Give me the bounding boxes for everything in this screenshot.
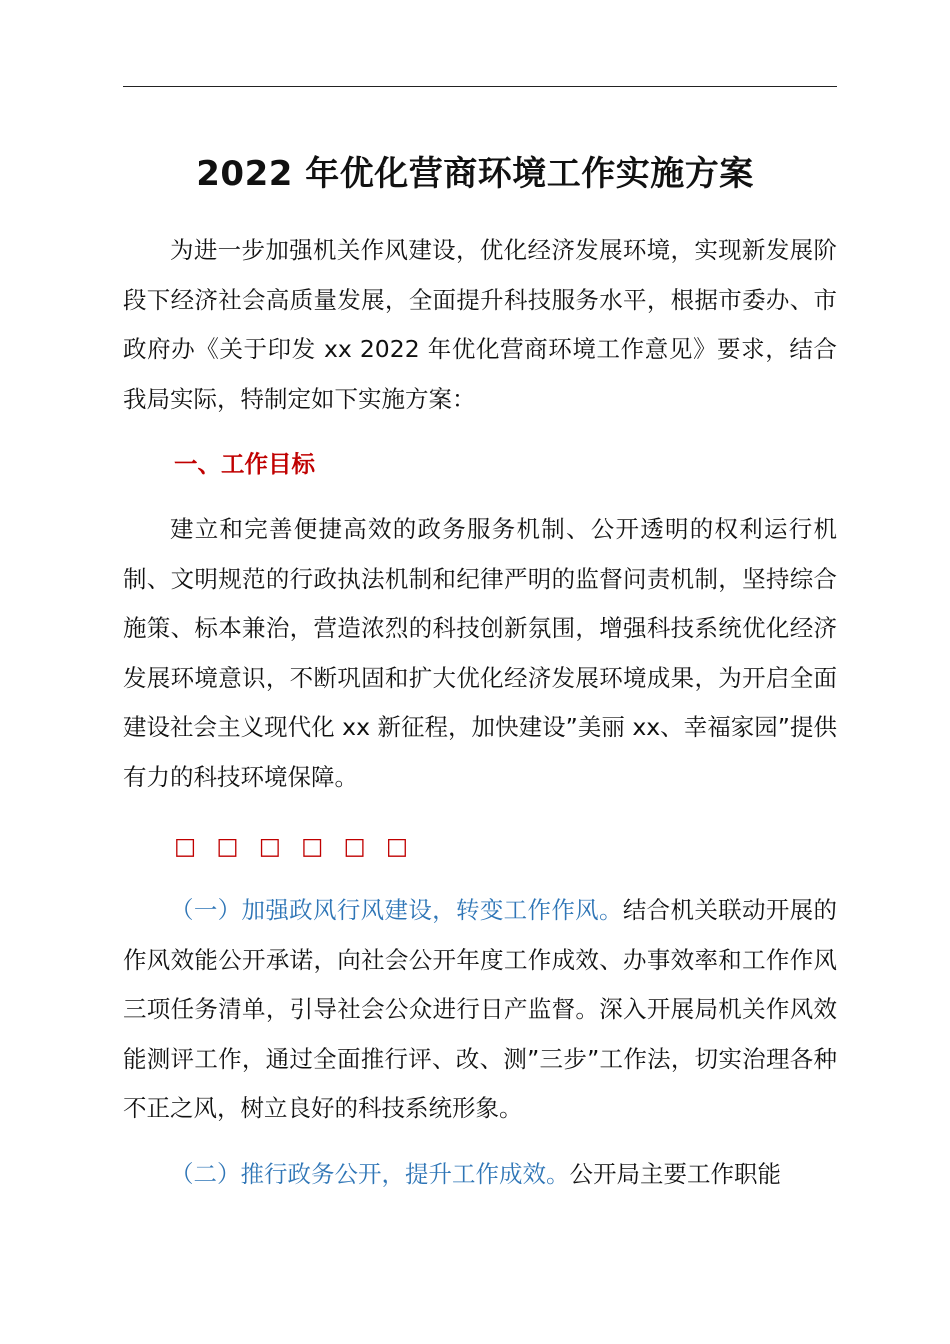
intro-paragraph: 为进一步加强机关作风建设，优化经济发展环境，实现新发展阶段下经济社会高质量发展，全面提升科技服务水平，根据市委办、市政府办《关于印发 xx 2022 年优化营商环境工作意见》要求，结合我局实际，特制定如下实施方案： [123, 236, 837, 413]
section-heading-goals: 一、工作目标 [174, 450, 315, 478]
measure-item-2-lead: （二）推行政务公开，提升工作成效。 [170, 1160, 570, 1188]
header-rule [123, 86, 837, 87]
section-heading-measures: □ □ □ □ □ □ [174, 832, 415, 860]
measure-item-1-lead: （一）加强政风行风建设，转变工作作风。 [170, 896, 623, 924]
measure-item-2-body: 公开局主要工作职能 [569, 1160, 781, 1188]
document-title: 2022 年优化营商环境工作实施方案 [196, 154, 754, 194]
measure-item-2 [123, 1150, 837, 1200]
goals-paragraph: 建立和完善便捷高效的政务服务机制、公开透明的权利运行机制、文明规范的行政执法机制和纪律严明的监督问责机制，坚持综合施策、标本兼治，营造浓烈的科技创新氛围，增强科技系统优化经济发展环境意识，不断巩固和扩大优化经济发展环境成果，为开启全面建设社会主义现代化 xx 新征程，加快建设”美丽 xx、幸福家园”提供有力的科技环境保障。 [123, 515, 837, 791]
measure-item-1-body: 结合机关联动开展的作风效能公开承诺，向社会公开年度工作成效、办事效率和工作作风三项任务清单，引导社会公众进行日产监督。深入开展局机关作风效能测评工作，通过全面推行评、改、测”三步”工作法，切实治理各种不正之风，树立良好的科技系统形象。 [123, 896, 838, 1122]
measure-item-1 [123, 886, 837, 1134]
